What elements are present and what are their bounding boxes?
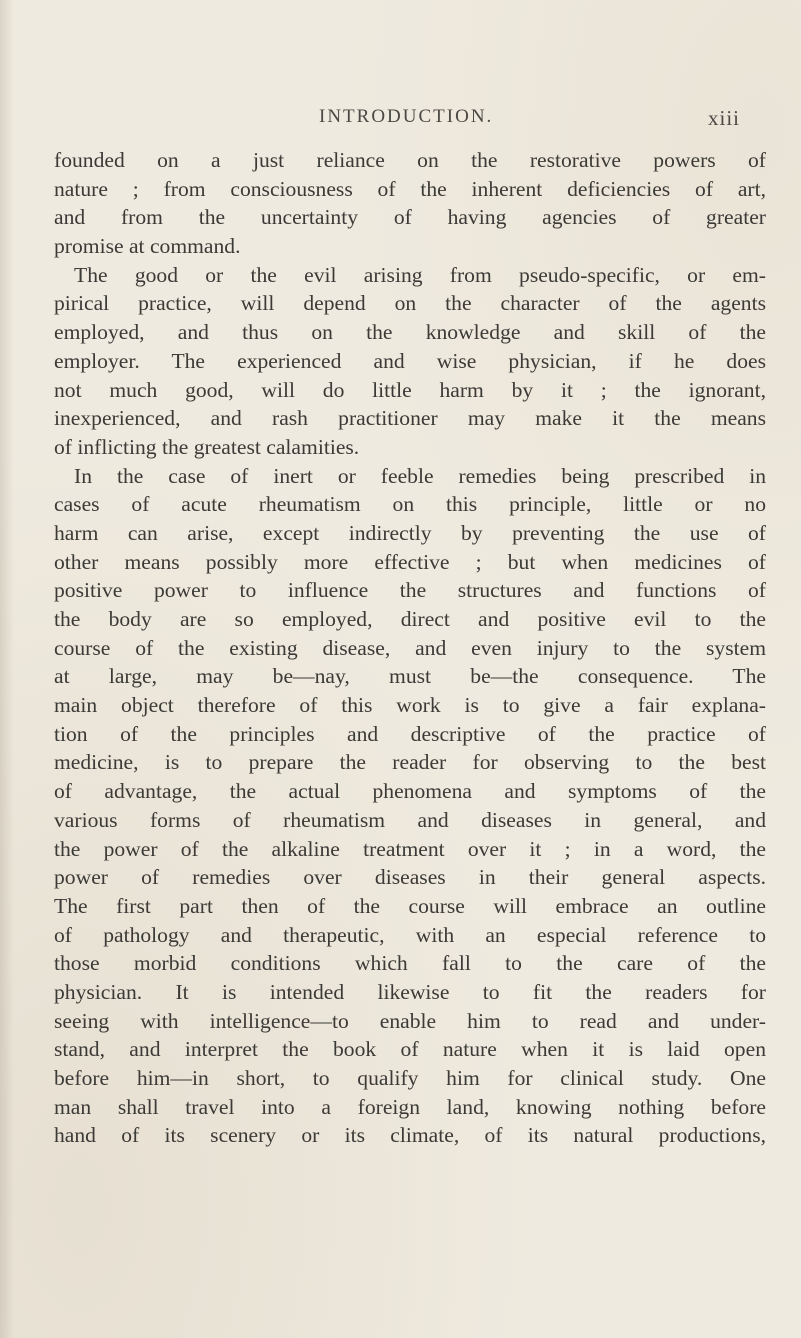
text-line: of pathology and therapeutic, with an especial reference to <box>54 922 766 947</box>
page-edge-shadow <box>0 0 14 1338</box>
text-line: of advantage, the actual phenomena and symptoms of the <box>54 779 766 804</box>
text-line: the body are so employed, direct and positive evil to the <box>54 607 766 631</box>
text-line: stand, and interpret the book of nature when it is laid open <box>54 1037 766 1062</box>
text-line: seeing with intelligence—to enable him to read and under- <box>54 1008 766 1033</box>
text-line: nature ; from consciousness of the inherent deficiencies of art, <box>54 176 766 201</box>
text-line: positive power to influence the structures and functions of <box>54 578 766 603</box>
text-line: at large, may be—nay, must be—the consequence. The <box>54 664 766 689</box>
text-line: harm can arise, except indirectly by preventing the use of <box>54 520 766 545</box>
text-line: employed, and thus on the knowledge and skill of the <box>54 320 766 345</box>
page-number: xiii <box>708 106 741 130</box>
text-line: the power of the alkaline treatment over it ; in a word, the <box>54 836 766 861</box>
text-line: In the case of inert or feeble remedies being prescribed in <box>74 463 766 488</box>
text-line: course of the existing disease, and even injury to the system <box>54 635 766 660</box>
text-line: The first part then of the course will embrace an outline <box>54 893 766 918</box>
text-line: of inflicting the greatest calamities. <box>54 434 360 459</box>
text-line: main object therefore of this work is to give a fair explana- <box>54 693 766 718</box>
text-line: those morbid conditions which fall to the care of the <box>54 951 766 976</box>
text-line: physician. It is intended likewise to fit the readers for <box>54 979 766 1004</box>
text-line: cases of acute rheumatism on this principle, little or no <box>54 492 766 517</box>
text-line: hand of its scenery or its climate, of its natural productions, <box>54 1123 766 1148</box>
text-line: promise at command. <box>54 234 241 259</box>
text-line: medicine, is to prepare the reader for observing to the best <box>54 750 766 775</box>
text-line: other means possibly more effective ; but when medicines of <box>54 549 766 574</box>
text-line: before him—in short, to qualify him for clinical study. One <box>54 1066 766 1090</box>
text-line: not much good, will do little harm by it ; the ignorant, <box>54 377 766 402</box>
text-line: inexperienced, and rash practitioner may make it the means <box>54 406 766 431</box>
text-line: power of remedies over diseases in their general aspects. <box>54 865 766 890</box>
text-line: various forms of rheumatism and diseases in general, and <box>54 807 766 832</box>
text-line: man shall travel into a foreign land, knowing nothing before <box>54 1094 766 1119</box>
text-line: employer. The experienced and wise physician, if he does <box>54 348 766 373</box>
text-line: The good or the evil arising from pseudo-specific, or em- <box>74 262 766 287</box>
text-line: founded on a just reliance on the restorative powers of <box>54 148 766 172</box>
text-line: and from the uncertainty of having agencies of greater <box>54 205 766 230</box>
text-line: pirical practice, will depend on the character of the agents <box>54 291 766 316</box>
running-title: INTRODUCTION. <box>319 106 494 127</box>
text-line: tion of the principles and descriptive of the practice of <box>54 721 766 746</box>
body-text <box>54 146 766 1150</box>
page-header <box>0 106 801 136</box>
